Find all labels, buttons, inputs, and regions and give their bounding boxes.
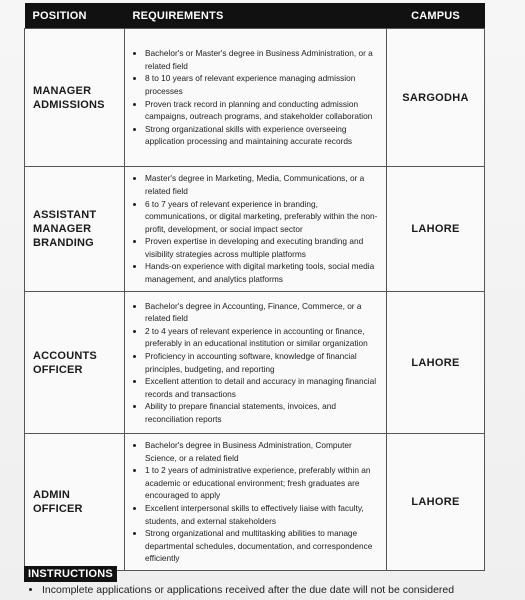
campus-cell: LAHORE	[387, 292, 485, 434]
table-header	[25, 3, 485, 29]
requirement-item: • Excellent attention to detail and accuracy in managing financial records and transactions	[145, 375, 380, 400]
header-requirements: REQUIREMENTS	[125, 3, 387, 29]
header-campus: CAMPUS	[387, 3, 485, 29]
requirements-cell	[125, 292, 387, 434]
requirement-item: • Proven expertise in developing and executing branding and visibility strategies across multiple platforms	[145, 235, 380, 260]
instruction-item: • Incomplete applications or applications received after the due date will not be considered	[42, 583, 522, 597]
header-position: POSITION	[25, 3, 125, 29]
position-title-line: OFFICER	[33, 363, 83, 376]
position-title-line: ACCOUNTS	[33, 349, 97, 362]
requirement-item: • 2 to 4 years of relevant experience in accounting or finance, preferably in an educational institution or similar organization	[145, 325, 380, 350]
position-cell	[25, 29, 125, 167]
requirement-item: • Ability to prepare financial statements, invoices, and reconciliation reports	[145, 400, 380, 425]
position-title-line: ASSISTANT	[33, 209, 97, 221]
requirements-list	[129, 172, 380, 285]
requirement-item: • Bachelor's degree in Business Administration, Computer Science, or a related field	[145, 439, 380, 464]
table-row	[25, 434, 485, 571]
table-row	[25, 29, 485, 167]
instructions-heading: INSTRUCTIONS	[24, 566, 117, 582]
campus-cell: SARGODHA	[387, 29, 485, 167]
instructions-list	[24, 583, 522, 597]
requirements-cell	[125, 29, 387, 167]
positions-table	[24, 3, 485, 571]
requirements-list	[129, 439, 380, 565]
requirement-item: • Bachelor's or Master's degree in Business Administration, or a related field	[145, 47, 380, 72]
position-title-line: BRANDING	[33, 237, 94, 249]
table-body	[25, 29, 485, 571]
requirement-item: • Hands-on experience with digital marketing tools, social media management, and analytics platforms	[145, 260, 380, 285]
position-cell	[25, 434, 125, 571]
position-cell	[25, 292, 125, 434]
requirements-list	[129, 47, 380, 148]
requirement-item: • Master's degree in Marketing, Media, Communications, or a related field	[145, 172, 380, 197]
requirement-item: • Proficiency in accounting software, knowledge of financial principles, budgeting, and reporting	[145, 350, 380, 375]
requirements-list	[129, 300, 380, 426]
requirement-item: • Strong organizational and multitasking abilities to manage departmental schedules, documentation, and correspondence efficiently	[145, 527, 380, 565]
requirement-item: • 8 to 10 years of relevant experience managing admission processes	[145, 72, 380, 97]
table-row	[25, 167, 485, 292]
position-cell	[25, 167, 125, 292]
requirement-item: • 6 to 7 years of relevant experience in branding, communications, or digital marketing, preferably within the non-profit, development, or social impact sector	[145, 198, 380, 236]
requirement-item: • Bachelor's degree in Accounting, Finance, Commerce, or a related field	[145, 300, 380, 325]
requirement-item: • 1 to 2 years of administrative experience, preferably within an academic or educational environment; fresh graduates are encouraged to apply	[145, 464, 380, 502]
position-title-line: ADMIN	[33, 489, 71, 501]
campus-cell: LAHORE	[387, 167, 485, 292]
requirements-cell	[125, 434, 387, 571]
position-title-line: ADMISSIONS	[33, 98, 105, 111]
requirements-cell	[125, 167, 387, 292]
position-title-line: MANAGER	[33, 223, 92, 235]
position-title-line: MANAGER	[33, 84, 92, 97]
table-row	[25, 292, 485, 434]
position-title-line: OFFICER	[33, 503, 83, 515]
requirement-item: • Proven track record in planning and conducting admission campaigns, outreach programs, and stakeholder collaboration	[145, 98, 380, 123]
requirement-item: • Strong organizational skills with experience overseeing application processing and maintaining accurate records	[145, 123, 380, 148]
campus-cell: LAHORE	[387, 434, 485, 571]
requirement-item: • Excellent interpersonal skills to effectively liaise with faculty, students, and external stakeholders	[145, 502, 380, 527]
